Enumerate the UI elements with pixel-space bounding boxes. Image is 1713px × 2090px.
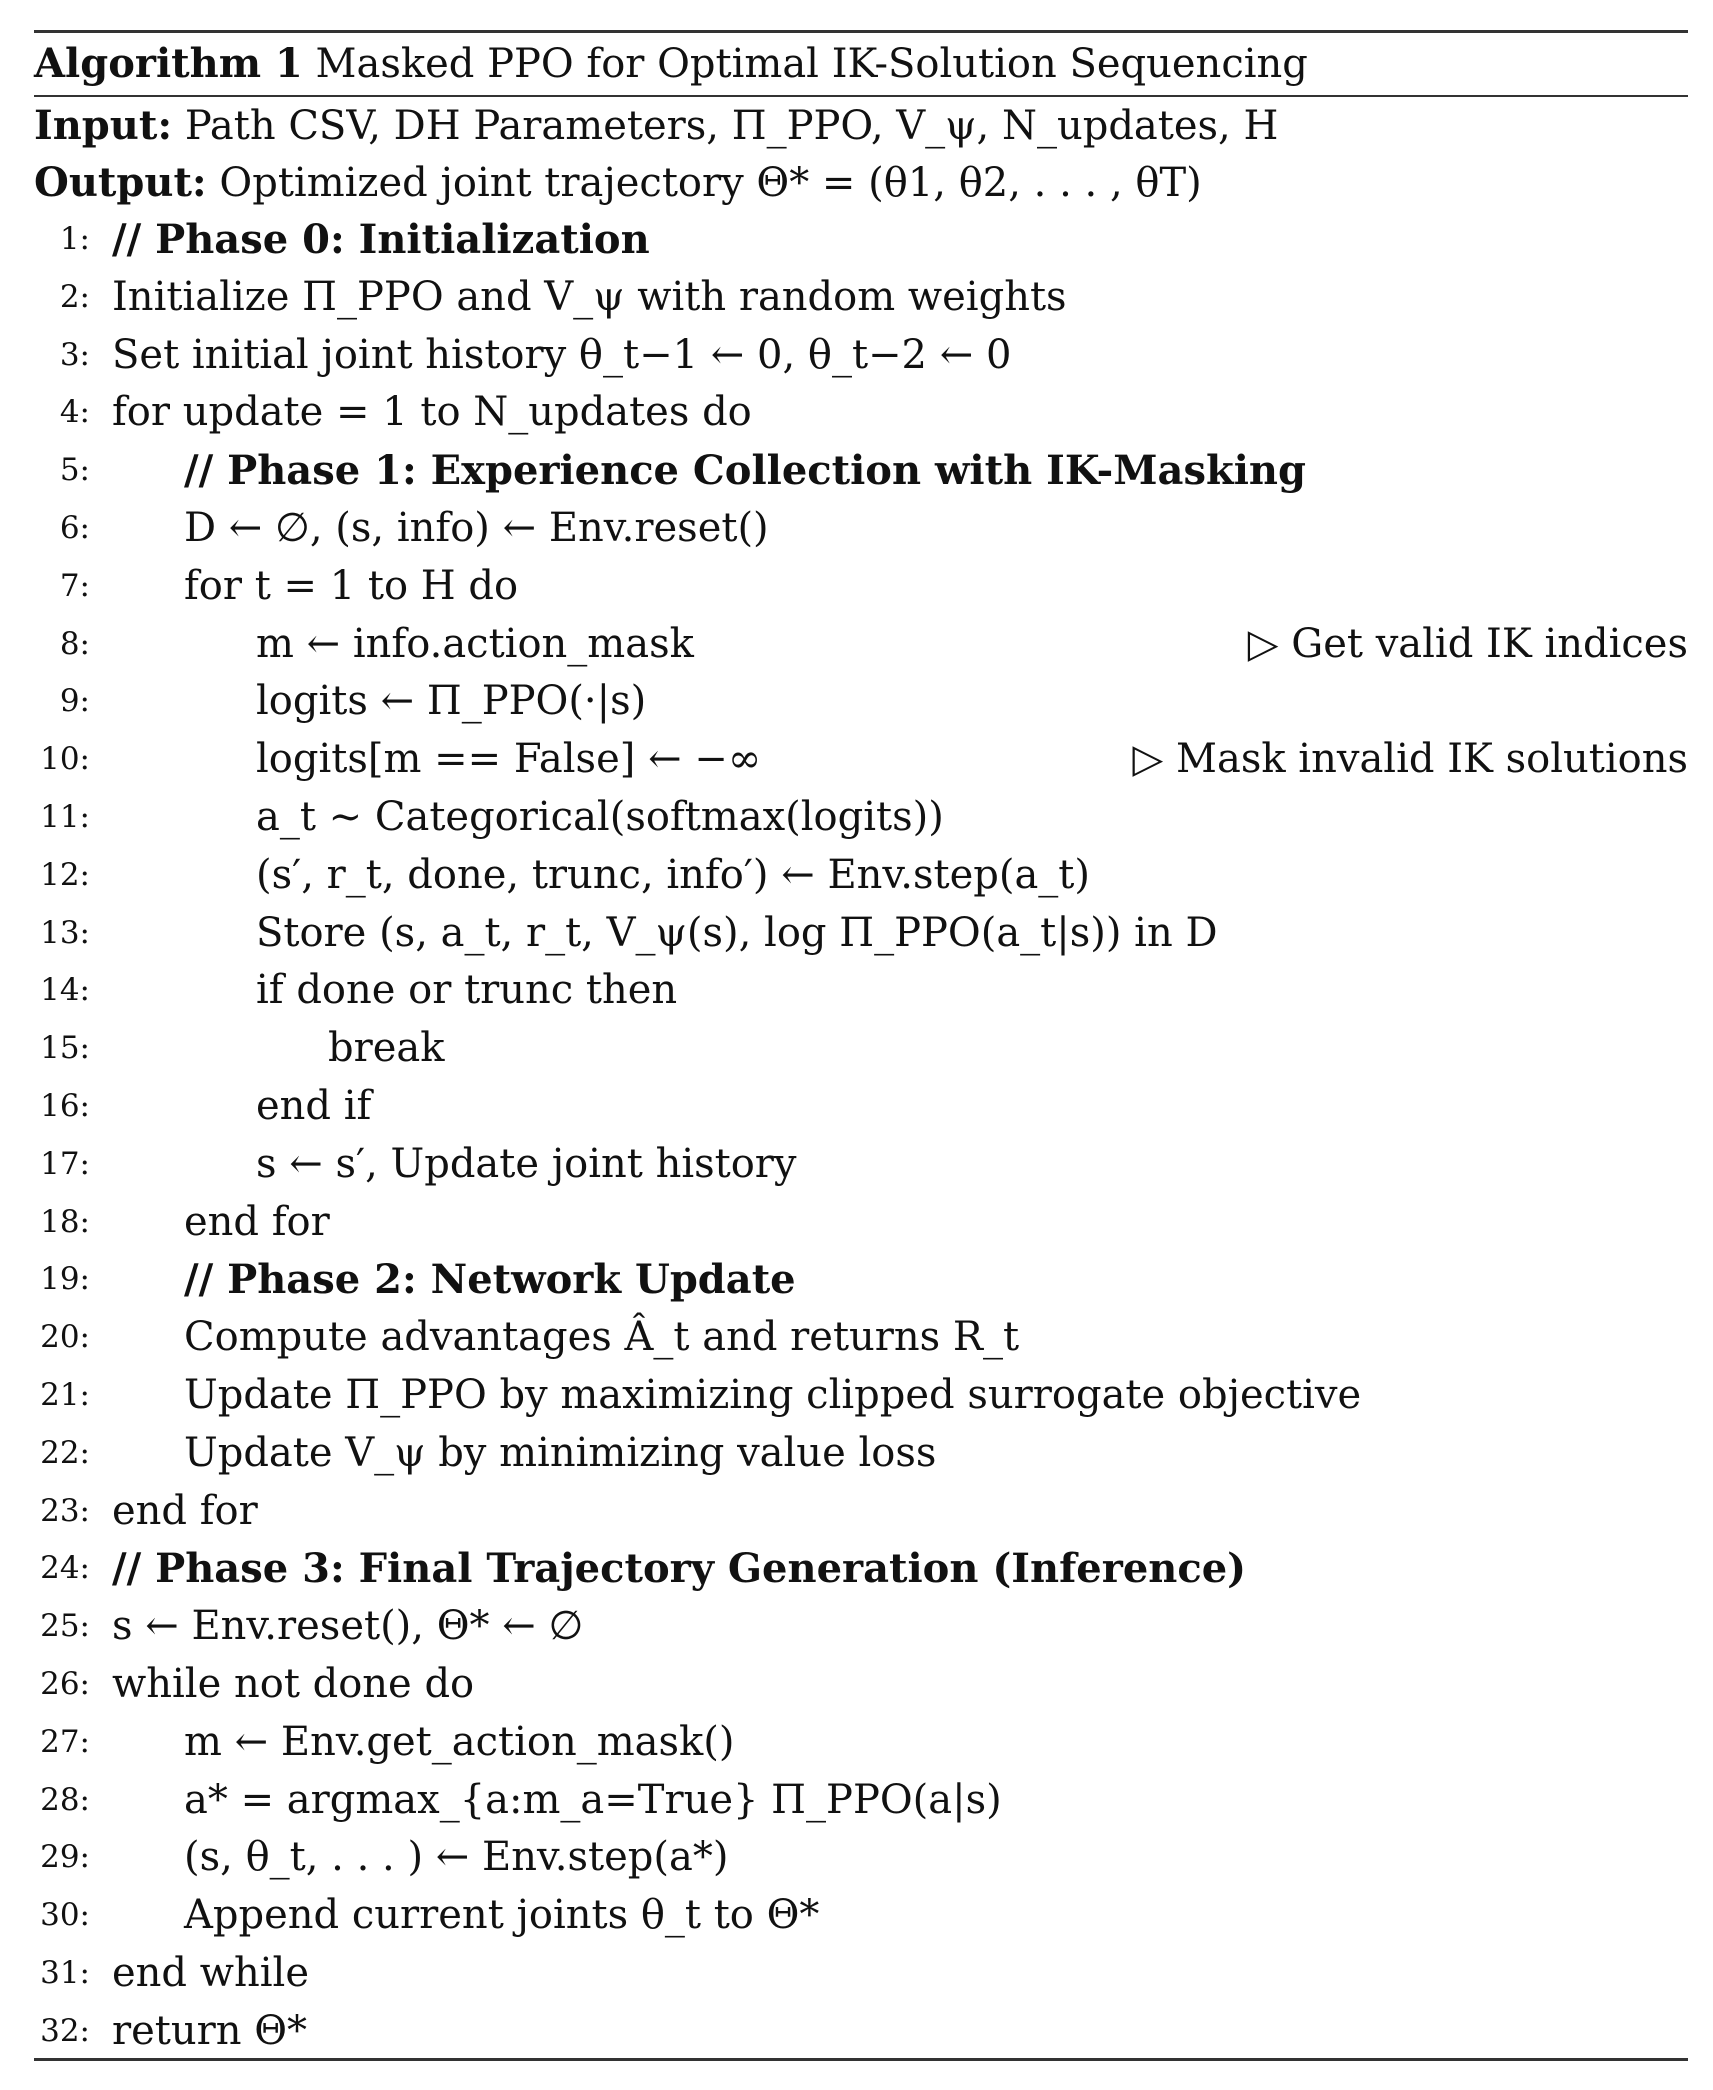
output-line bbox=[34, 154, 1688, 211]
algorithm-line bbox=[34, 731, 1688, 789]
line-number: 12: bbox=[40, 856, 90, 893]
algorithm-line bbox=[34, 673, 1688, 731]
line-text: Store (s, a_t, r_t, V_ψ(s), log Π_PPO(a_t|s)) in D bbox=[256, 909, 1218, 956]
algorithm-line bbox=[34, 1425, 1688, 1483]
line-number: 20: bbox=[40, 1319, 90, 1356]
line-text: m ← info.action_mask bbox=[256, 620, 694, 667]
algorithm-title bbox=[34, 33, 1688, 95]
algorithm-line bbox=[34, 905, 1688, 963]
line-number: 24: bbox=[40, 1550, 90, 1587]
line-text: // Phase 1: Experience Collection with IK-Masking bbox=[184, 447, 1306, 495]
line-text: end if bbox=[256, 1082, 372, 1129]
bottom-rule bbox=[34, 2058, 1688, 2061]
line-number: 10: bbox=[40, 741, 90, 778]
line-text: if done or trunc then bbox=[256, 967, 678, 1014]
line-text: logits[m == False] ← −∞ bbox=[256, 736, 762, 783]
line-text: Compute advantages Â_t and returns R_t bbox=[184, 1314, 1020, 1361]
line-number: 4: bbox=[59, 394, 90, 431]
algorithm-line bbox=[34, 1194, 1688, 1252]
line-number: 23: bbox=[40, 1492, 90, 1529]
algorithm-line bbox=[34, 1945, 1688, 2003]
line-number: 27: bbox=[40, 1723, 90, 1760]
line-text: end for bbox=[112, 1487, 258, 1534]
line-text: s ← Env.reset(), Θ* ← ∅ bbox=[112, 1603, 584, 1650]
line-number: 1: bbox=[59, 221, 90, 257]
line-number: 18: bbox=[40, 1203, 90, 1240]
line-number: 3: bbox=[59, 336, 90, 373]
line-text: Update V_ψ by minimizing value loss bbox=[184, 1429, 937, 1476]
algorithm-line bbox=[34, 384, 1688, 442]
algorithm-line bbox=[34, 558, 1688, 616]
algorithm-title-text: Masked PPO for Optimal IK-Solution Sequencing bbox=[315, 41, 1308, 87]
line-number: 7: bbox=[59, 567, 90, 604]
line-text: // Phase 0: Initialization bbox=[112, 216, 650, 263]
input-label: Input: bbox=[34, 102, 173, 149]
algorithm-line bbox=[34, 269, 1688, 327]
algorithm-line bbox=[34, 1078, 1688, 1136]
line-number: 17: bbox=[40, 1145, 90, 1182]
line-number: 2: bbox=[59, 278, 90, 315]
line-text: end for bbox=[184, 1198, 330, 1245]
algorithm-line bbox=[34, 847, 1688, 905]
line-text: m ← Env.get_action_mask() bbox=[184, 1718, 735, 1765]
output-label: Output: bbox=[34, 159, 207, 206]
line-text: // Phase 3: Final Trajectory Generation (Inference) bbox=[112, 1545, 1247, 1593]
algorithm-line bbox=[34, 789, 1688, 847]
line-text: break bbox=[328, 1025, 445, 1072]
algorithm-line bbox=[34, 1540, 1688, 1598]
line-number: 15: bbox=[40, 1030, 90, 1067]
line-number: 14: bbox=[40, 972, 90, 1009]
algorithm-line bbox=[34, 962, 1688, 1020]
algorithm-line bbox=[34, 442, 1688, 500]
input-line bbox=[34, 97, 1688, 154]
line-text: D ← ∅, (s, info) ← Env.reset() bbox=[184, 504, 769, 551]
line-text: s ← s′, Update joint history bbox=[256, 1140, 797, 1187]
algorithm-line bbox=[34, 616, 1688, 674]
line-comment: ▷ Mask invalid IK solutions bbox=[1132, 736, 1688, 783]
algorithm-line bbox=[34, 1309, 1688, 1367]
line-text: Update Π_PPO by maximizing clipped surrogate objective bbox=[184, 1371, 1362, 1418]
line-number: 22: bbox=[40, 1434, 90, 1471]
line-number: 9: bbox=[59, 683, 90, 720]
line-number: 11: bbox=[40, 798, 90, 835]
line-number: 19: bbox=[40, 1261, 90, 1298]
algorithm-line bbox=[34, 1887, 1688, 1945]
algorithm-line bbox=[34, 1829, 1688, 1887]
line-text: a* = argmax_{a:m_a=True} Π_PPO(a|s) bbox=[184, 1776, 1002, 1823]
line-number: 28: bbox=[40, 1781, 90, 1818]
algorithm-line bbox=[34, 1772, 1688, 1830]
line-number: 32: bbox=[40, 2012, 90, 2049]
line-number: 13: bbox=[40, 914, 90, 951]
algorithm-block bbox=[34, 30, 1688, 2061]
line-number: 8: bbox=[59, 625, 90, 662]
algorithm-line bbox=[34, 211, 1688, 269]
algorithm-line bbox=[34, 2003, 1688, 2061]
line-number: 25: bbox=[40, 1608, 90, 1645]
line-text: a_t ∼ Categorical(softmax(logits)) bbox=[256, 793, 944, 840]
algorithm-line bbox=[34, 327, 1688, 385]
line-text: return Θ* bbox=[112, 2007, 308, 2054]
input-text: Path CSV, DH Parameters, Π_PPO, V_ψ, N_updates, H bbox=[184, 103, 1279, 149]
line-text: // Phase 2: Network Update bbox=[184, 1256, 796, 1304]
line-text: end while bbox=[112, 1949, 310, 1996]
algorithm-line bbox=[34, 1251, 1688, 1309]
output-text: Optimized joint trajectory Θ* = (θ1, θ2, . . . , θT) bbox=[219, 160, 1202, 206]
line-text: Set initial joint history θ_t−1 ← 0, θ_t−2 ← 0 bbox=[112, 331, 1012, 378]
algorithm-line bbox=[34, 1483, 1688, 1541]
line-number: 29: bbox=[40, 1839, 90, 1876]
algorithm-line bbox=[34, 1020, 1688, 1078]
line-number: 6: bbox=[59, 509, 90, 546]
line-number: 5: bbox=[59, 452, 90, 489]
line-text: for t = 1 to H do bbox=[184, 562, 519, 609]
line-number: 21: bbox=[40, 1376, 90, 1413]
line-text: Append current joints θ_t to Θ* bbox=[184, 1892, 820, 1939]
line-text: (s, θ_t, . . . ) ← Env.step(a*) bbox=[184, 1834, 729, 1881]
algorithm-line bbox=[34, 1367, 1688, 1425]
line-number: 16: bbox=[40, 1087, 90, 1124]
algorithm-line bbox=[34, 1136, 1688, 1194]
line-text: (s′, r_t, done, trunc, info′) ← Env.step(a_t) bbox=[256, 851, 1090, 898]
line-number: 30: bbox=[40, 1897, 90, 1934]
algorithm-line bbox=[34, 1598, 1688, 1656]
line-comment: ▷ Get valid IK indices bbox=[1247, 620, 1688, 667]
algorithm-line bbox=[34, 1656, 1688, 1714]
line-text: while not done do bbox=[112, 1660, 475, 1707]
algorithm-lines bbox=[34, 211, 1688, 2061]
line-text: Initialize Π_PPO and V_ψ with random weights bbox=[112, 273, 1067, 320]
algorithm-label: Algorithm 1 bbox=[34, 40, 303, 87]
line-number: 31: bbox=[40, 1954, 90, 1991]
line-text: logits ← Π_PPO(·|s) bbox=[256, 678, 647, 725]
algorithm-line bbox=[34, 500, 1688, 558]
algorithm-line bbox=[34, 1714, 1688, 1772]
line-number: 26: bbox=[40, 1665, 90, 1702]
line-text: for update = 1 to N_updates do bbox=[112, 389, 752, 436]
